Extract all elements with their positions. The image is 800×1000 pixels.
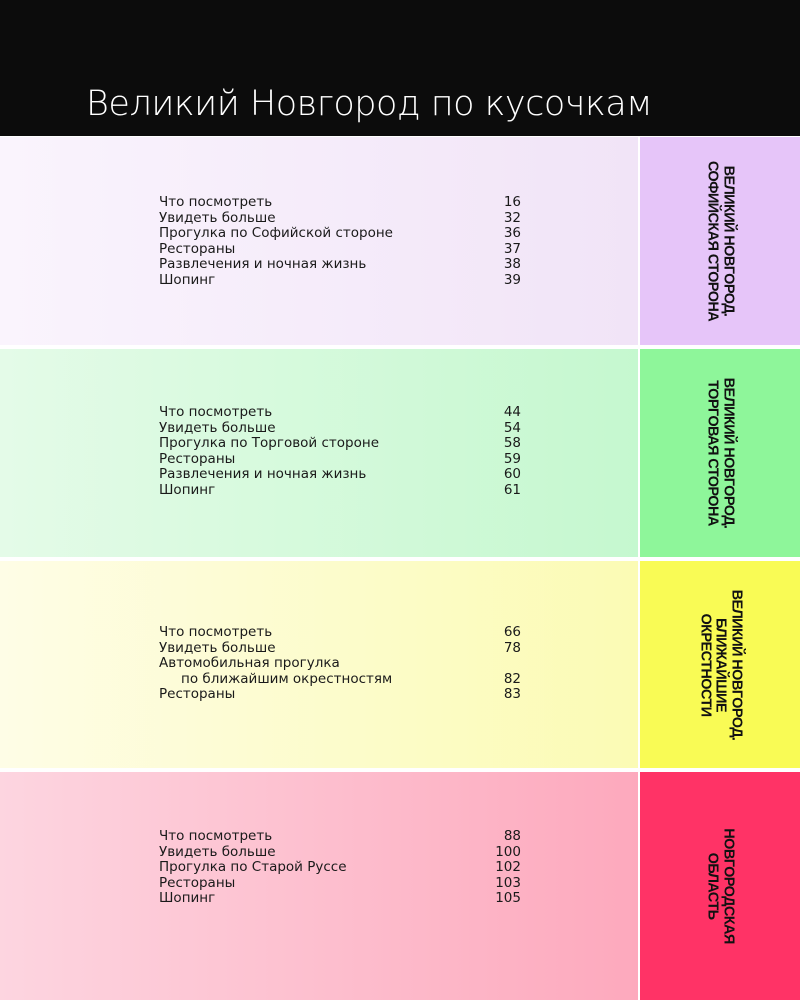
toc-entry-label: Шопинг <box>159 271 216 288</box>
toc-entry-page: 83 <box>503 686 521 703</box>
toc-panel <box>0 561 638 768</box>
toc-entry-label: Увидеть больше <box>159 209 276 226</box>
toc-entry-label: Рестораны <box>159 450 236 467</box>
toc-entry[interactable] <box>159 687 521 703</box>
section-tab-label <box>705 828 736 943</box>
toc-entry-page: 61 <box>503 481 521 498</box>
page-title: Великий Новгород по кусочкам <box>86 84 653 124</box>
toc-entry[interactable] <box>159 195 521 211</box>
section-tab-label <box>697 589 744 740</box>
toc-entry-label: Что посмотреть <box>159 404 273 420</box>
toc-panel <box>0 137 638 345</box>
section-tab-okrestnosti[interactable] <box>640 561 800 768</box>
tab-line: СОФИЙСКАЯ СТОРОНА <box>705 160 721 322</box>
toc-entry-label: Рестораны <box>159 240 236 257</box>
toc-panel <box>0 349 638 557</box>
toc-entry[interactable] <box>159 672 521 688</box>
toc-entry-page: 78 <box>503 639 521 656</box>
tab-line: ОКРЕСТНОСТИ <box>697 613 714 716</box>
toc-panel <box>0 772 638 1000</box>
toc-entry-label: Что посмотреть <box>159 624 273 640</box>
tab-line: ОБЛАСТЬ <box>705 852 721 920</box>
toc-entry[interactable] <box>159 641 521 657</box>
toc-entry-label: Прогулка по Софийской стороне <box>159 225 393 242</box>
toc-entry-label: Прогулка по Старой Руссе <box>159 859 347 876</box>
header-bar <box>0 0 800 136</box>
toc-entry-page: 88 <box>503 828 521 844</box>
section-tab-torgovaya[interactable] <box>640 349 800 557</box>
toc-entry-label: Увидеть больше <box>159 843 276 860</box>
toc-entry-page: 38 <box>503 256 521 273</box>
section-tab-label <box>705 161 736 321</box>
toc-entry[interactable] <box>159 860 521 876</box>
toc-entry-page: 60 <box>503 466 521 483</box>
toc-entry-label: Рестораны <box>159 686 236 703</box>
toc-list <box>159 195 521 289</box>
toc-entry-page: 58 <box>503 435 521 452</box>
toc-entry-page: 36 <box>503 225 521 242</box>
section-tab-oblast[interactable] <box>640 772 800 1000</box>
toc-entry[interactable] <box>159 405 521 421</box>
toc-entry-label: Развлечения и ночная жизнь <box>159 466 367 483</box>
toc-entry[interactable] <box>159 211 521 227</box>
toc-entry-page: 16 <box>503 194 521 210</box>
toc-entry[interactable] <box>159 421 521 437</box>
toc-entry-page: 105 <box>495 890 521 907</box>
section-oblast <box>0 772 800 1000</box>
toc-entry[interactable] <box>159 891 521 907</box>
toc-entry-label: по ближайшим окрестностям <box>181 670 393 687</box>
toc-entry[interactable] <box>159 242 521 258</box>
section-sofia <box>0 137 800 345</box>
toc-entry-page: 44 <box>503 404 521 420</box>
toc-entry-label: Увидеть больше <box>159 639 276 656</box>
toc-entry-label: Автомобильная прогулка <box>159 655 340 672</box>
toc-entry-page: 32 <box>503 209 521 226</box>
toc-entry[interactable] <box>159 829 521 845</box>
toc-entry-page <box>481 656 521 672</box>
section-tab-label <box>705 378 736 529</box>
toc-list <box>159 829 521 907</box>
section-torgovaya <box>0 349 800 557</box>
toc-entry[interactable] <box>159 625 521 641</box>
toc-entry-label: Рестораны <box>159 874 236 891</box>
tab-line: НОВГОРОДСКАЯ <box>720 828 737 944</box>
tab-line: ВЕЛИКИЙ НОВГОРОД. <box>720 377 737 529</box>
toc-entry[interactable] <box>159 436 521 452</box>
toc-entry[interactable] <box>159 273 521 289</box>
toc-entry[interactable] <box>159 483 521 499</box>
toc-entry[interactable] <box>159 257 521 273</box>
tab-line: ВЕЛИКИЙ НОВГОРОД. <box>720 165 737 317</box>
toc-entry-page: 54 <box>503 419 521 436</box>
toc-entry-page: 59 <box>503 450 521 467</box>
toc-entry-page: 103 <box>495 874 521 891</box>
toc-entry[interactable] <box>159 876 521 892</box>
toc-list <box>159 405 521 499</box>
toc-entry-label: Шопинг <box>159 481 216 498</box>
toc-entry-page: 82 <box>503 670 521 687</box>
section-tab-sofia[interactable] <box>640 137 800 345</box>
toc-entry-page: 100 <box>495 843 521 860</box>
toc-entry[interactable] <box>159 845 521 861</box>
toc-entry-page: 39 <box>503 271 521 288</box>
toc-list <box>159 625 521 703</box>
section-okrestnosti <box>0 561 800 768</box>
tab-line: БЛИЖАЙШИЕ <box>712 617 729 712</box>
toc-entry-label: Что посмотреть <box>159 828 273 844</box>
toc-entry-label: Прогулка по Торговой стороне <box>159 435 380 452</box>
toc-entry[interactable] <box>159 656 521 672</box>
toc-entry-page: 102 <box>495 859 521 876</box>
toc-entry[interactable] <box>159 226 521 242</box>
toc-entry[interactable] <box>159 452 521 468</box>
toc-entry[interactable] <box>159 467 521 483</box>
toc-entry-page: 37 <box>503 240 521 257</box>
toc-entry-label: Увидеть больше <box>159 419 276 436</box>
toc-entry-label: Шопинг <box>159 890 216 907</box>
toc-entry-label: Что посмотреть <box>159 194 273 210</box>
toc-entry-page: 66 <box>503 624 521 640</box>
tab-line: ВЕЛИКИЙ НОВГОРОД. <box>728 589 745 740</box>
toc-entry-label: Развлечения и ночная жизнь <box>159 256 367 273</box>
tab-line: ТОРГОВАЯ СТОРОНА <box>705 380 721 526</box>
